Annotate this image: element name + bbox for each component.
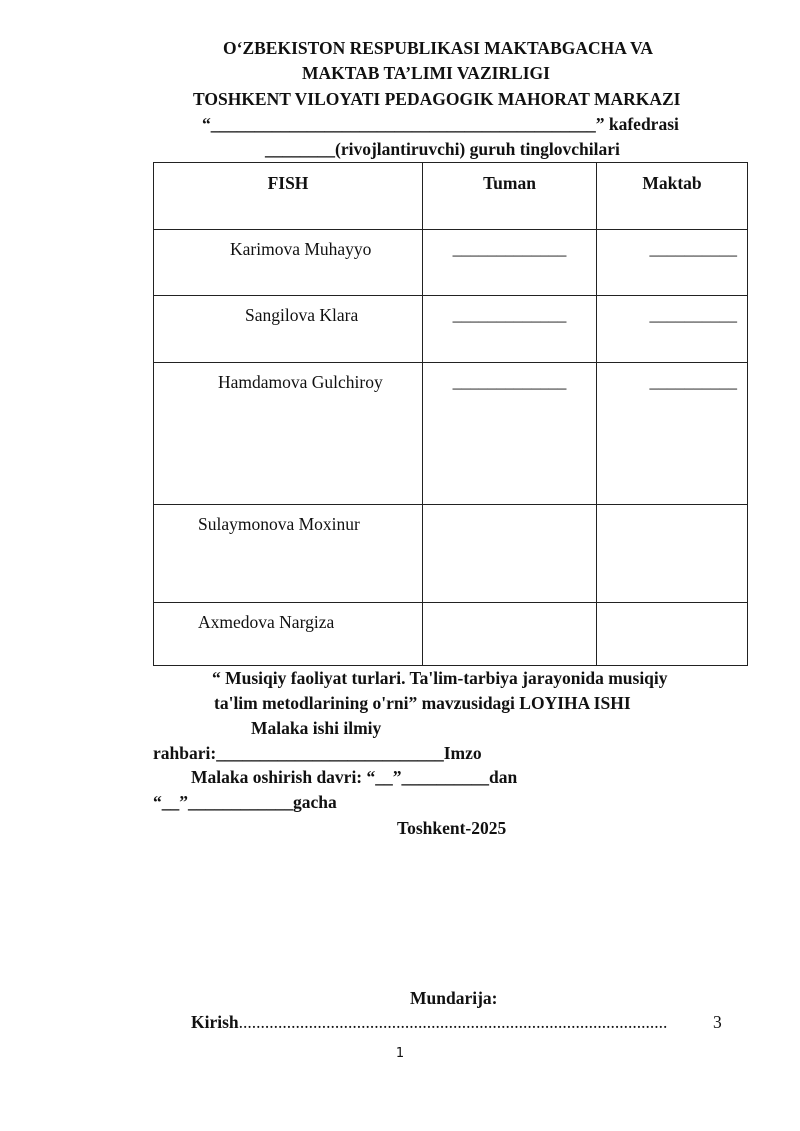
tuman-cell: _____________ [423,363,597,505]
contents-entry-dots: .................................................................................................. [238,1012,668,1032]
header-line-1: O‘ZBEKISTON RESPUBLIKASI MAKTABGACHA VA [223,38,653,58]
table-row [154,230,748,296]
name-cell: Hamdamova Gulchiroy [154,363,423,505]
maktab-cell: __________ [597,363,748,505]
supervisor-line-2: rahbari:__________________________Imzo [153,743,482,763]
participants-table [153,162,748,666]
tuman-cell: _____________ [423,296,597,363]
name-cell: Karimova Muhayyo [154,230,423,296]
name-cell: Axmedova Nargiza [154,603,423,666]
table-row [154,505,748,603]
table-row [154,603,748,666]
tuman-cell: _____________ [423,230,597,296]
header-line-2: MAKTAB TA’LIMI VAZIRLIGI [302,63,550,83]
page-number: 1 [395,1046,405,1061]
topic-line-1: “ Musiqiy faoliyat turlari. Ta'lim-tarbiya jarayonida musiqiy [212,668,668,688]
maktab-cell: __________ [597,296,748,363]
table-row [154,296,748,363]
maktab-cell: __________ [597,230,748,296]
topic-line-2: ta'lim metodlarining o'rni” mavzusidagi LOYIHA ISHI [214,693,631,713]
period-line-2: “__”____________gacha [153,792,337,812]
period-line-1: Malaka oshirish davri: “__”__________dan [191,767,518,787]
table-row [154,363,748,505]
header-maktab: Maktab [597,163,748,230]
tuman-cell [423,603,597,666]
supervisor-line-1: Malaka ishi ilmiy [251,718,382,738]
header-line-5: ________(rivojlantiruvchi) guruh tinglovchilari [265,139,620,159]
contents-entry-page: 3 [713,1012,722,1032]
header-fish: FISH [154,163,423,230]
header-line-3: TOSHKENT VILOYATI PEDAGOGIK MAHORAT MARKAZI [193,89,681,109]
header-line-4: “____________________________________________” kafedrasi [202,114,679,134]
contents-entry [191,1012,723,1033]
header-tuman: Tuman [423,163,597,230]
place-year: Toshkent-2025 [397,818,507,838]
name-cell: Sulaymonova Moxinur [154,505,423,603]
name-cell: Sangilova Klara [154,296,423,363]
maktab-cell [597,603,748,666]
maktab-cell [597,505,748,603]
table-header-row [154,163,748,230]
contents-title: Mundarija: [410,988,498,1008]
contents-entry-label: Kirish [191,1012,239,1032]
tuman-cell [423,505,597,603]
